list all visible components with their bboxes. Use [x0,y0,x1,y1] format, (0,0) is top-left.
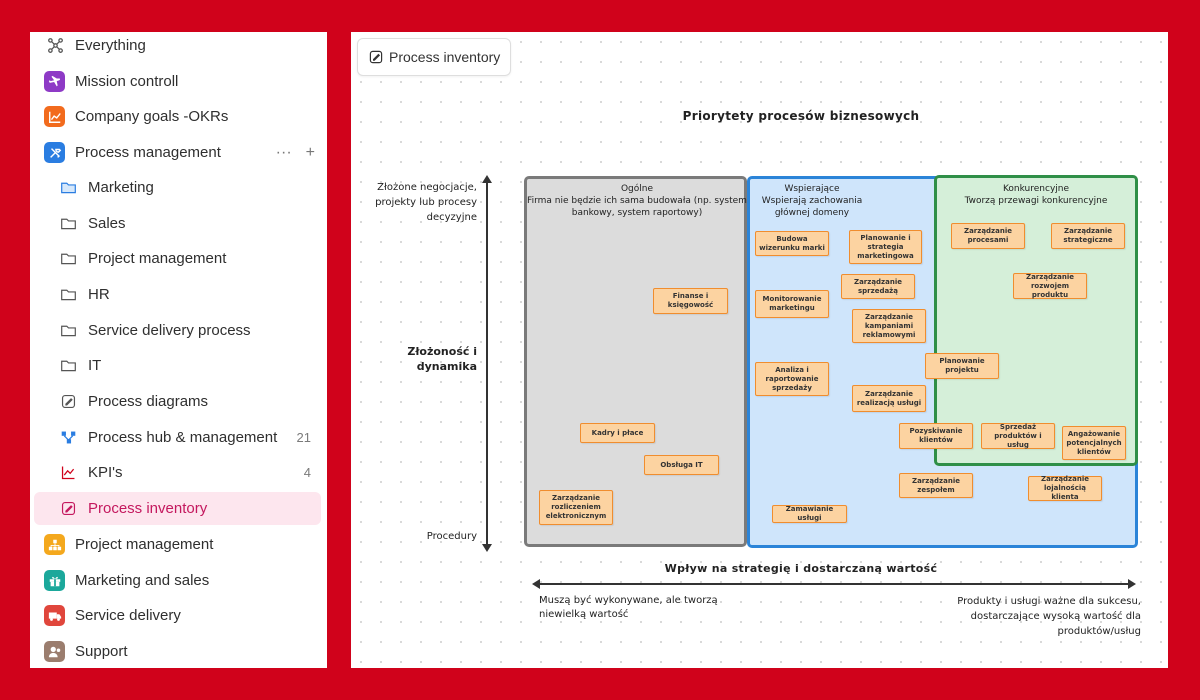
sidebar-item-sales[interactable] [34,207,321,240]
sidebar-item-process-inventory[interactable] [34,492,321,525]
y-axis-bottom-label: Procedury [426,531,477,542]
sticky-note[interactable]: Zarządzanie rozliczeniem elektronicznym [539,490,613,525]
plane-icon [44,71,65,92]
item-count: 21 [296,430,311,445]
sidebar-item-label: Marketing and sales [75,572,210,589]
folder-icon [58,249,78,269]
sidebar-item-process-hub[interactable] [34,421,321,454]
canvas-title: Process inventory [389,49,501,65]
sidebar-item-label: Company goals -OKRs [75,108,229,125]
sidebar-item-process-management[interactable] [34,136,321,169]
org-icon [44,534,65,555]
sidebar-item-it[interactable] [34,349,321,382]
x-axis-title: Wpływ na strategię i dostarczaną wartość [664,562,938,575]
zone-competitive-header: Konkurencyjne Tworzą przewagi konkurencyjne [964,184,1108,206]
sidebar-item-marketing[interactable] [34,171,321,204]
sticky-note[interactable]: Sprzedaż produktów i usług [981,423,1055,449]
sidebar-item-project-management[interactable] [34,528,321,561]
sticky-note[interactable]: Analiza i raportowanie sprzedaży [755,362,829,396]
folder-icon [58,285,78,305]
sticky-note[interactable]: Pozyskiwanie klientów [899,423,973,449]
sticky-note[interactable]: Monitorowanie marketingu [755,290,829,318]
sidebar-item-label: Process hub & management [88,429,278,446]
y-axis-title: Złożoność i dynamika [407,345,477,373]
sidebar-item-label: HR [88,286,110,303]
sticky-note[interactable]: Obsługa IT [644,455,719,475]
x-axis-left-label: Muszą być wykonywane, ale tworzą niewielką wartość [539,595,718,620]
sidebar-item-label: Service delivery process [88,322,251,339]
zone-supporting-header: Wspierające Wspierają zachowania głównej domeny [761,184,863,218]
sticky-note[interactable]: Zarządzanie kampaniami reklamowymi [852,309,926,343]
sticky-note[interactable]: Kadry i płace [580,423,655,443]
x-axis-arrow [534,583,1134,585]
sidebar-item-label: Mission controll [75,73,179,90]
hub-icon [58,428,78,448]
whiteboard-canvas[interactable] [351,32,1168,668]
sidebar-item-mission-controll[interactable] [34,65,321,98]
sidebar-item-label: Project management [75,536,214,553]
whiteboard-icon [58,392,78,412]
gift-icon [44,570,65,591]
sticky-note[interactable]: Zarządzanie strategiczne [1051,223,1125,249]
sticky-note[interactable]: Planowanie projektu [925,353,999,379]
sidebar-item-everything[interactable] [34,32,321,62]
sidebar-item-process-diagrams[interactable] [34,385,321,418]
chart-icon [44,106,65,127]
sticky-note[interactable]: Planowanie i strategia marketingowa [849,230,922,264]
folder-icon [58,356,78,376]
chart-icon [58,463,78,483]
sidebar-item-company-goals[interactable] [34,100,321,133]
whiteboard-icon [368,49,384,65]
sidebar-item-label: Process management [75,144,221,161]
sidebar-item-project-management-folder[interactable] [34,242,321,275]
sidebar-item-label: Everything [75,37,146,54]
sidebar [30,32,327,668]
canvas-title-tab[interactable] [357,38,511,76]
sidebar-item-label: Marketing [88,179,154,196]
sidebar-item-support[interactable] [34,635,321,668]
sidebar-item-label: Service delivery [75,607,181,624]
sticky-note[interactable]: Zarządzanie rozwojem produktu [1013,273,1087,299]
sidebar-item-marketing-and-sales[interactable] [34,564,321,597]
sidebar-item-label: Support [75,643,128,660]
sidebar-item-label: IT [88,357,102,374]
sticky-note[interactable]: Zarządzanie sprzedażą [841,274,915,299]
x-axis-right-label: Produkty i usługi ważne dla sukcesu, dostarczające wysoką wartość dla produktów/usług [957,596,1141,637]
truck-icon [44,605,65,626]
sticky-note[interactable]: Zamawianie usługi [772,505,847,523]
sticky-note[interactable]: Budowa wizerunku marki [755,231,829,256]
y-axis-arrow [486,177,488,550]
sidebar-item-service-delivery-process[interactable] [34,314,321,347]
sticky-note[interactable]: Angażowanie potencjalnych klientów [1062,426,1126,460]
tools-icon [44,142,65,163]
folder-icon [58,178,78,198]
y-axis-top-label: Złożone negocjacje, projekty lub procesy decyzyjne [375,182,477,223]
diagram-title: Priorytety procesów biznesowych [682,109,920,123]
folder-icon [58,214,78,234]
sidebar-item-label: Process diagrams [88,393,209,410]
sidebar-item-label: Process inventory [88,500,208,517]
sidebar-item-service-delivery[interactable] [34,599,321,632]
folder-icon [58,321,78,341]
sticky-note[interactable]: Zarządzanie lojalnością klienta [1028,476,1102,501]
sidebar-item-hr[interactable] [34,278,321,311]
more-options-button[interactable]: ··· [275,143,292,161]
add-button[interactable]: + [305,143,315,161]
sidebar-item-kpis[interactable] [34,456,321,489]
sticky-note[interactable]: Zarządzanie procesami [951,223,1025,249]
sidebar-item-label: KPI's [88,464,123,481]
sticky-note[interactable]: Zarządzanie zespołem [899,473,973,498]
sticky-note[interactable]: Zarządzanie realizacją usługi [852,385,926,412]
sidebar-item-label: Project management [88,250,227,267]
support-icon [44,641,65,662]
sidebar-item-label: Sales [88,215,126,232]
zone-general-header: Ogólne Firma nie będzie ich sama budowała (np. system bankowy, system raportowy) [527,184,747,218]
sticky-note[interactable]: Finanse i księgowość [653,288,728,314]
hub-icon [45,36,65,56]
item-count: 4 [303,465,311,480]
whiteboard-icon [58,499,78,519]
